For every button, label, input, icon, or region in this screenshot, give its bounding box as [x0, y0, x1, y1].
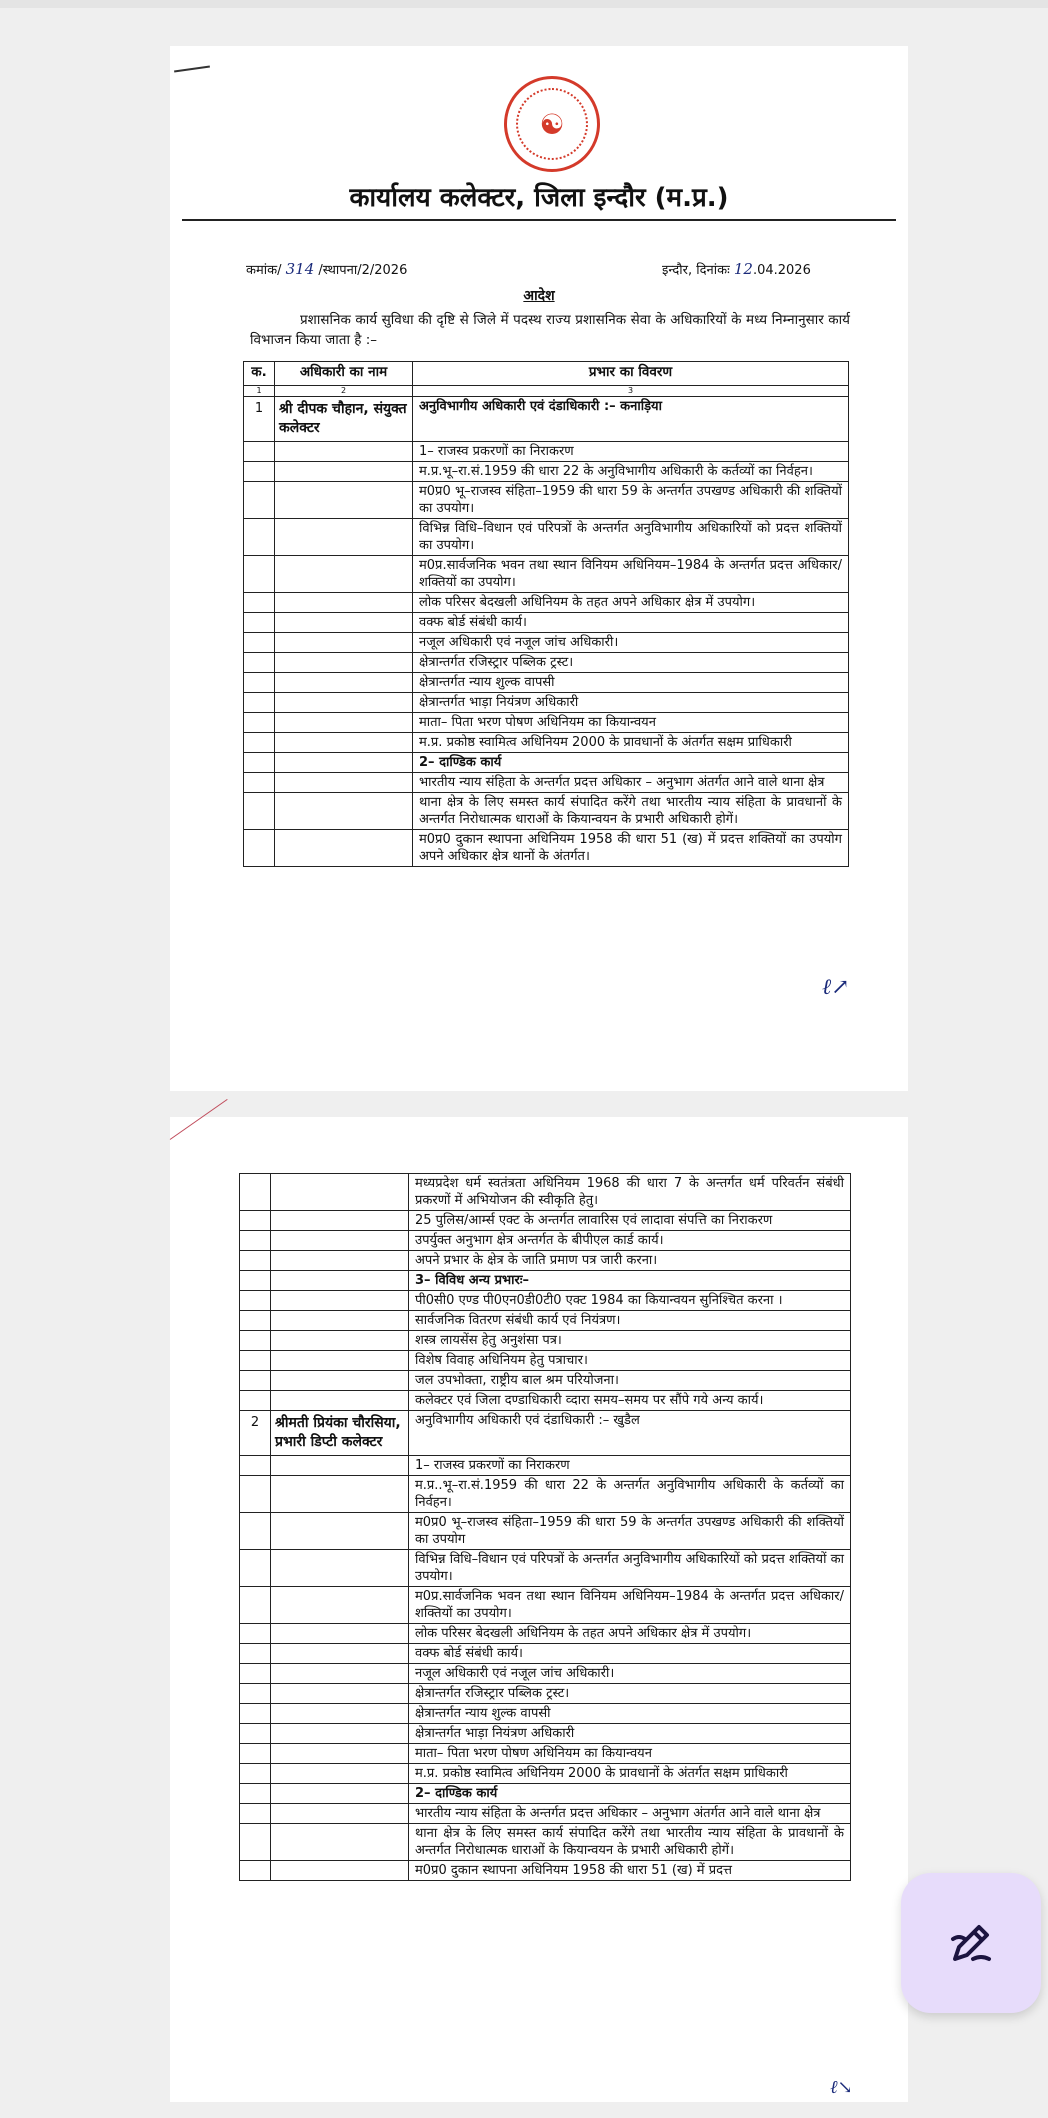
charge-item: थाना क्षेत्र के लिए समस्त कार्य संपादित करेंगे तथा भारतीय न्याय संहिता के प्रावधानों के अन्तर्गत निरोधात्मक धाराओं के कियान्वयन के प्रभारी अधिकारी होगें।	[409, 1824, 851, 1861]
officer-name-cell	[275, 556, 413, 593]
officer-name-cell	[275, 653, 413, 673]
serial-cell	[240, 1456, 271, 1476]
officer-name-cell	[271, 1271, 409, 1291]
table-row	[240, 1411, 851, 1456]
order-heading: आदेश	[523, 288, 555, 304]
charge-item: शस्त्र लायसेंस हेतु अनुशंसा पत्र।	[409, 1331, 851, 1351]
charge-item: म.प्र..भू–रा.सं.1959 की धारा 22 के अन्तर्गत अनुविभागीय अधिकारी के कर्तव्यों का निर्वहन।	[409, 1476, 851, 1513]
serial-cell	[244, 653, 275, 673]
charge-item: म0प्र0 भू–राजस्व संहिता–1959 की धारा 59 के अन्तर्गत उपखण्ड अधिकारी की शक्तियों का उपयोग।	[413, 482, 849, 519]
charge-item: क्षेत्रान्तर्गत न्याय शुल्क वापसी	[413, 673, 849, 693]
table-row	[240, 1271, 851, 1291]
officer-name-cell	[271, 1513, 409, 1550]
charge-item: सार्वजनिक वितरण संबंधी कार्य एवं नियंत्रण।	[409, 1311, 851, 1331]
officer-name-cell	[271, 1684, 409, 1704]
charge-item: अनुविभागीय अधिकारी एवं दंडाधिकारी :– कनाड़िया	[413, 397, 849, 442]
officer-name-cell	[271, 1351, 409, 1371]
officer-name-cell	[271, 1174, 409, 1211]
officer-name-cell	[271, 1724, 409, 1744]
officer-1-rows	[244, 397, 849, 867]
serial-cell	[240, 1664, 271, 1684]
officer-name-cell: श्री दीपक चौहान, संयुक्त कलेक्टर	[275, 397, 413, 442]
table-row	[240, 1251, 851, 1271]
table-row	[240, 1550, 851, 1587]
table-row	[244, 773, 849, 793]
serial-cell	[240, 1391, 271, 1411]
serial-cell	[240, 1476, 271, 1513]
officer-name-cell	[271, 1291, 409, 1311]
charge-item: अनुविभागीय अधिकारी एवं दंडाधिकारी :– खुडैल	[409, 1411, 851, 1456]
serial-cell	[240, 1644, 271, 1664]
order-date-prefix: इन्दौर, दिनांकः	[662, 263, 730, 278]
table-row	[244, 442, 849, 462]
handwritten-initial: ℓ↘	[830, 2077, 853, 2098]
officer-rows-continued	[240, 1174, 851, 1881]
serial-cell	[244, 613, 275, 633]
table-row	[244, 733, 849, 753]
charge-item: नजूल अधिकारी एवं नजूल जांच अधिकारी।	[413, 633, 849, 653]
charge-item: म0प्र.सार्वजनिक भवन तथा स्थान विनियम अधिनियम–1984 के अन्तर्गत प्रदत्त अधिकार/शक्तियों का उपयोग।	[413, 556, 849, 593]
officer-name-cell	[271, 1456, 409, 1476]
serial-cell	[240, 1684, 271, 1704]
serial-cell	[240, 1291, 271, 1311]
charge-item: लोक परिसर बेदखली अधिनियम के तहत अपने अधिकार क्षेत्र में उपयोग।	[413, 593, 849, 613]
column-number: 3	[413, 386, 849, 397]
serial-cell	[240, 1251, 271, 1271]
table-header-row	[244, 362, 849, 386]
officer-name-cell	[271, 1391, 409, 1411]
document-page-1	[170, 46, 908, 1091]
serial-cell	[244, 733, 275, 753]
table-row	[240, 1804, 851, 1824]
serial-cell	[240, 1764, 271, 1784]
order-intro-paragraph: प्रशासनिक कार्य सुविधा की दृष्टि से जिले में पदस्थ राज्य प्रशासनिक सेवा के अधिकारियों के मध्य निम्नानुसार कार्य विभाजन किया जाता है :–	[250, 312, 850, 348]
mp-government-seal	[504, 76, 600, 172]
serial-cell	[244, 556, 275, 593]
officer-name-cell	[271, 1211, 409, 1231]
table-row	[244, 693, 849, 713]
table-row	[240, 1744, 851, 1764]
serial-cell	[240, 1271, 271, 1291]
charge-item: म.प्र. प्रकोष्ठ स्वामित्व अधिनियम 2000 के प्रावधानों के अंतर्गत सक्षम प्राधिकारी	[413, 733, 849, 753]
charge-item: लोक परिसर बेदखली अधिनियम के तहत अपने अधिकार क्षेत्र में उपयोग।	[409, 1624, 851, 1644]
serial-cell	[244, 830, 275, 867]
header-serial: क.	[244, 362, 275, 386]
table-row	[240, 1476, 851, 1513]
table-row	[244, 653, 849, 673]
charge-item: 2– दाण्डिक कार्य	[409, 1784, 851, 1804]
serial-cell	[244, 633, 275, 653]
charge-item: विभिन्न विधि–विधान एवं परिपत्रों के अन्तर्गत अनुविभागीय अधिकारियों को प्रदत्त शक्तियों का उपयोग।	[409, 1550, 851, 1587]
order-date-handwritten: 12	[733, 260, 753, 278]
charge-item: क्षेत्रान्तर्गत भाड़ा नियंत्रण अधिकारी	[413, 693, 849, 713]
table-row	[240, 1664, 851, 1684]
serial-cell	[240, 1744, 271, 1764]
charge-item: माता– पिता भरण पोषण अधिनियम का कियान्वयन	[413, 713, 849, 733]
serial-cell	[240, 1211, 271, 1231]
charge-item: भारतीय न्याय संहिता के अन्तर्गत प्रदत्त अधिकार – अनुभाग अंतर्गत आने वाले थाना क्षेत्र	[413, 773, 849, 793]
charge-item: 2– दाण्डिक कार्य	[413, 753, 849, 773]
serial-cell	[240, 1624, 271, 1644]
officer-name-cell	[275, 793, 413, 830]
table-row	[240, 1351, 851, 1371]
charge-item: क्षेत्रान्तर्गत भाड़ा नियंत्रण अधिकारी	[409, 1724, 851, 1744]
table-row	[244, 613, 849, 633]
table-row	[240, 1587, 851, 1624]
officer-name-cell	[271, 1744, 409, 1764]
serial-cell	[240, 1704, 271, 1724]
serial-cell	[244, 482, 275, 519]
table-row	[244, 673, 849, 693]
serial-cell	[244, 519, 275, 556]
edit-fab-button[interactable]	[901, 1873, 1041, 2013]
table-row	[240, 1174, 851, 1211]
charge-item: क्षेत्रान्तर्गत न्याय शुल्क वापसी	[409, 1704, 851, 1724]
table-row	[244, 519, 849, 556]
officer-name-cell	[271, 1587, 409, 1624]
table-row	[240, 1211, 851, 1231]
table-row	[244, 830, 849, 867]
officer-name-cell	[271, 1784, 409, 1804]
table-row	[244, 397, 849, 442]
charge-item: वक्फ बोर्ड संबंधी कार्य।	[413, 613, 849, 633]
work-division-table-page-1	[243, 361, 849, 867]
serial-cell	[244, 793, 275, 830]
charge-item: म0प्र.सार्वजनिक भवन तथा स्थान विनियम अधिनियम–1984 के अन्तर्गत प्रदत्त अधिकार/शक्तियों का उपयोग।	[409, 1587, 851, 1624]
officer-name-cell	[275, 673, 413, 693]
charge-item: म0प्र0 भू–राजस्व संहिता–1959 की धारा 59 के अन्तर्गत उपखण्ड अधिकारी की शक्तियों का उपयोग	[409, 1513, 851, 1550]
edit-pen-icon	[943, 1915, 999, 1971]
officer-name-cell	[271, 1644, 409, 1664]
pen-mark	[170, 1099, 228, 1140]
officer-name-cell	[275, 613, 413, 633]
serial-cell	[244, 442, 275, 462]
officer-name-cell	[271, 1704, 409, 1724]
charge-item: विशेष विवाह अधिनियम हेतु पत्राचार।	[409, 1351, 851, 1371]
serial-cell	[244, 753, 275, 773]
table-row	[240, 1291, 851, 1311]
officer-name-cell	[271, 1476, 409, 1513]
table-row	[240, 1331, 851, 1351]
officer-name-cell	[271, 1764, 409, 1784]
order-number-prefix: कमांक/	[246, 263, 282, 278]
order-number-handwritten: 314	[285, 260, 315, 278]
table-row	[240, 1231, 851, 1251]
officer-name-cell	[275, 633, 413, 653]
table-row	[244, 633, 849, 653]
officer-name-cell	[271, 1331, 409, 1351]
charge-item: पी0सी0 एण्ड पी0एन0डी0टी0 एक्ट 1984 का कियान्वयन सुनिश्चित करना ।	[409, 1291, 851, 1311]
pen-mark	[174, 66, 210, 73]
table-row	[244, 793, 849, 830]
title-divider	[182, 219, 896, 221]
order-number-suffix: /स्थापना/2/2026	[318, 263, 408, 278]
officer-name-cell	[275, 733, 413, 753]
serial-cell	[240, 1231, 271, 1251]
officer-name-cell	[275, 713, 413, 733]
officer-name-cell	[271, 1550, 409, 1587]
office-title: कार्यालय कलेक्टर, जिला इन्दौर (म.प्र.)	[349, 183, 729, 213]
serial-cell	[244, 593, 275, 613]
order-date-suffix: .04.2026	[752, 263, 811, 278]
charge-item: म.प्र.भू–रा.सं.1959 की धारा 22 के अनुविभागीय अधिकारी के कर्तव्यों का निर्वहन।	[413, 462, 849, 482]
officer-name-cell	[275, 593, 413, 613]
table-row	[244, 482, 849, 519]
serial-cell	[240, 1724, 271, 1744]
officer-name-cell	[271, 1664, 409, 1684]
charge-item: विभिन्न विधि–विधान एवं परिपत्रों के अन्तर्गत अनुविभागीय अधिकारियों को प्रदत्त शक्तियों का उपयोग।	[413, 519, 849, 556]
serial-cell	[240, 1311, 271, 1331]
officer-name-cell	[271, 1861, 409, 1881]
officer-name-cell	[271, 1824, 409, 1861]
officer-name-cell	[271, 1231, 409, 1251]
charge-item: क्षेत्रान्तर्गत रजिस्ट्रार पब्लिक ट्रस्ट।	[409, 1684, 851, 1704]
table-row	[240, 1311, 851, 1331]
serial-cell	[240, 1587, 271, 1624]
officer-name-cell	[275, 773, 413, 793]
charge-item: जल उपभोक्ता, राष्ट्रीय बाल श्रम परियोजना।	[409, 1371, 851, 1391]
table-row	[240, 1704, 851, 1724]
serial-cell: 2	[240, 1411, 271, 1456]
order-number	[246, 260, 407, 278]
serial-cell	[240, 1550, 271, 1587]
seal-emblem-icon: ☯	[516, 88, 588, 160]
charge-item: 3– विविध अन्य प्रभारः–	[409, 1271, 851, 1291]
table-row	[244, 593, 849, 613]
officer-name-cell	[271, 1804, 409, 1824]
officer-name-cell	[275, 462, 413, 482]
table-row	[240, 1371, 851, 1391]
serial-cell	[240, 1804, 271, 1824]
charge-item: 25 पुलिस/आर्म्स एक्ट के अन्तर्गत लावारिस एवं लादावा संपत्ति का निराकरण	[409, 1211, 851, 1231]
serial-cell	[240, 1351, 271, 1371]
header-officer-name: अधिकारी का नाम	[275, 362, 413, 386]
table-row	[240, 1624, 851, 1644]
charge-item: अपने प्रभार के क्षेत्र के जाति प्रमाण पत्र जारी करना।	[409, 1251, 851, 1271]
charge-item: कलेक्टर एवं जिला दण्डाधिकारी व्दारा समय–समय पर सौंपे गये अन्य कार्य।	[409, 1391, 851, 1411]
table-row	[240, 1456, 851, 1476]
table-row	[244, 462, 849, 482]
serial-cell	[240, 1824, 271, 1861]
order-date	[662, 260, 811, 278]
officer-name-cell	[275, 482, 413, 519]
document-page-2	[170, 1117, 908, 2102]
serial-cell	[240, 1371, 271, 1391]
officer-name-cell	[275, 693, 413, 713]
officer-name-cell	[275, 519, 413, 556]
charge-item: म.प्र. प्रकोष्ठ स्वामित्व अधिनियम 2000 के प्रावधानों के अंतर्गत सक्षम प्राधिकारी	[409, 1764, 851, 1784]
table-row	[240, 1861, 851, 1881]
charge-item: भारतीय न्याय संहिता के अन्तर्गत प्रदत्त अधिकार – अनुभाग अंतर्गत आने वाले थाना क्षेत्र	[409, 1804, 851, 1824]
charge-item: उपर्युक्त अनुभाग क्षेत्र अन्तर्गत के बीपीएल कार्ड कार्य।	[409, 1231, 851, 1251]
serial-cell	[244, 773, 275, 793]
charge-item: वक्फ बोर्ड संबंधी कार्य।	[409, 1644, 851, 1664]
officer-name-cell	[275, 830, 413, 867]
charge-item: म0प्र0 दुकान स्थापना अधिनियम 1958 की धारा 51 (ख) में प्रदत्त शक्तियों का उपयोग अपने अधिकार क्षेत्र थानों के अंतर्गत।	[413, 830, 849, 867]
table-row	[240, 1784, 851, 1804]
charge-item: 1– राजस्व प्रकरणों का निराकरण	[409, 1456, 851, 1476]
table-row	[240, 1684, 851, 1704]
column-number: 1	[244, 386, 275, 397]
table-row	[240, 1724, 851, 1744]
table-row	[240, 1764, 851, 1784]
serial-cell	[240, 1513, 271, 1550]
officer-name-cell: श्रीमती प्रियंका चौरसिया, प्रभारी डिप्टी कलेक्टर	[271, 1411, 409, 1456]
table-row	[240, 1513, 851, 1550]
serial-cell	[244, 693, 275, 713]
officer-name-cell	[271, 1624, 409, 1644]
table-row	[240, 1824, 851, 1861]
serial-cell	[244, 673, 275, 693]
table-row	[244, 713, 849, 733]
charge-item: नजूल अधिकारी एवं नजूल जांच अधिकारी।	[409, 1664, 851, 1684]
serial-cell	[240, 1174, 271, 1211]
serial-cell	[240, 1861, 271, 1881]
table-column-number-row	[244, 386, 849, 397]
charge-item: थाना क्षेत्र के लिए समस्त कार्य संपादित करेंगे तथा भारतीय न्याय संहिता के प्रावधानों के अन्तर्गत निरोधात्मक धाराओं के कियान्वयन के प्रभारी अधिकारी होगें।	[413, 793, 849, 830]
officer-name-cell	[271, 1371, 409, 1391]
serial-cell	[240, 1784, 271, 1804]
handwritten-initial: ℓ↗	[822, 975, 850, 1000]
header-charge-details: प्रभार का विवरण	[413, 362, 849, 386]
table-row	[240, 1644, 851, 1664]
serial-cell	[244, 713, 275, 733]
work-division-table-page-2	[239, 1173, 851, 1881]
serial-cell: 1	[244, 397, 275, 442]
charge-item: मध्यप्रदेश धर्म स्वतंत्रता अधिनियम 1968 की धारा 7 के अन्तर्गत धर्म परिवर्तन संबंधी प्रकरणों में अभियोजन की स्वीकृति हेतु।	[409, 1174, 851, 1211]
serial-cell	[240, 1331, 271, 1351]
charge-item: 1– राजस्व प्रकरणों का निराकरण	[413, 442, 849, 462]
charge-item: माता– पिता भरण पोषण अधिनियम का कियान्वयन	[409, 1744, 851, 1764]
viewer-top-bar	[0, 0, 1048, 8]
table-row	[240, 1391, 851, 1411]
table-row	[244, 556, 849, 593]
officer-name-cell	[275, 442, 413, 462]
officer-name-cell	[271, 1251, 409, 1271]
officer-name-cell	[271, 1311, 409, 1331]
officer-name-cell	[275, 753, 413, 773]
column-number: 2	[275, 386, 413, 397]
serial-cell	[244, 462, 275, 482]
charge-item: म0प्र0 दुकान स्थापना अधिनियम 1958 की धारा 51 (ख) में प्रदत्त	[409, 1861, 851, 1881]
charge-item: क्षेत्रान्तर्गत रजिस्ट्रार पब्लिक ट्रस्ट।	[413, 653, 849, 673]
table-row	[244, 753, 849, 773]
